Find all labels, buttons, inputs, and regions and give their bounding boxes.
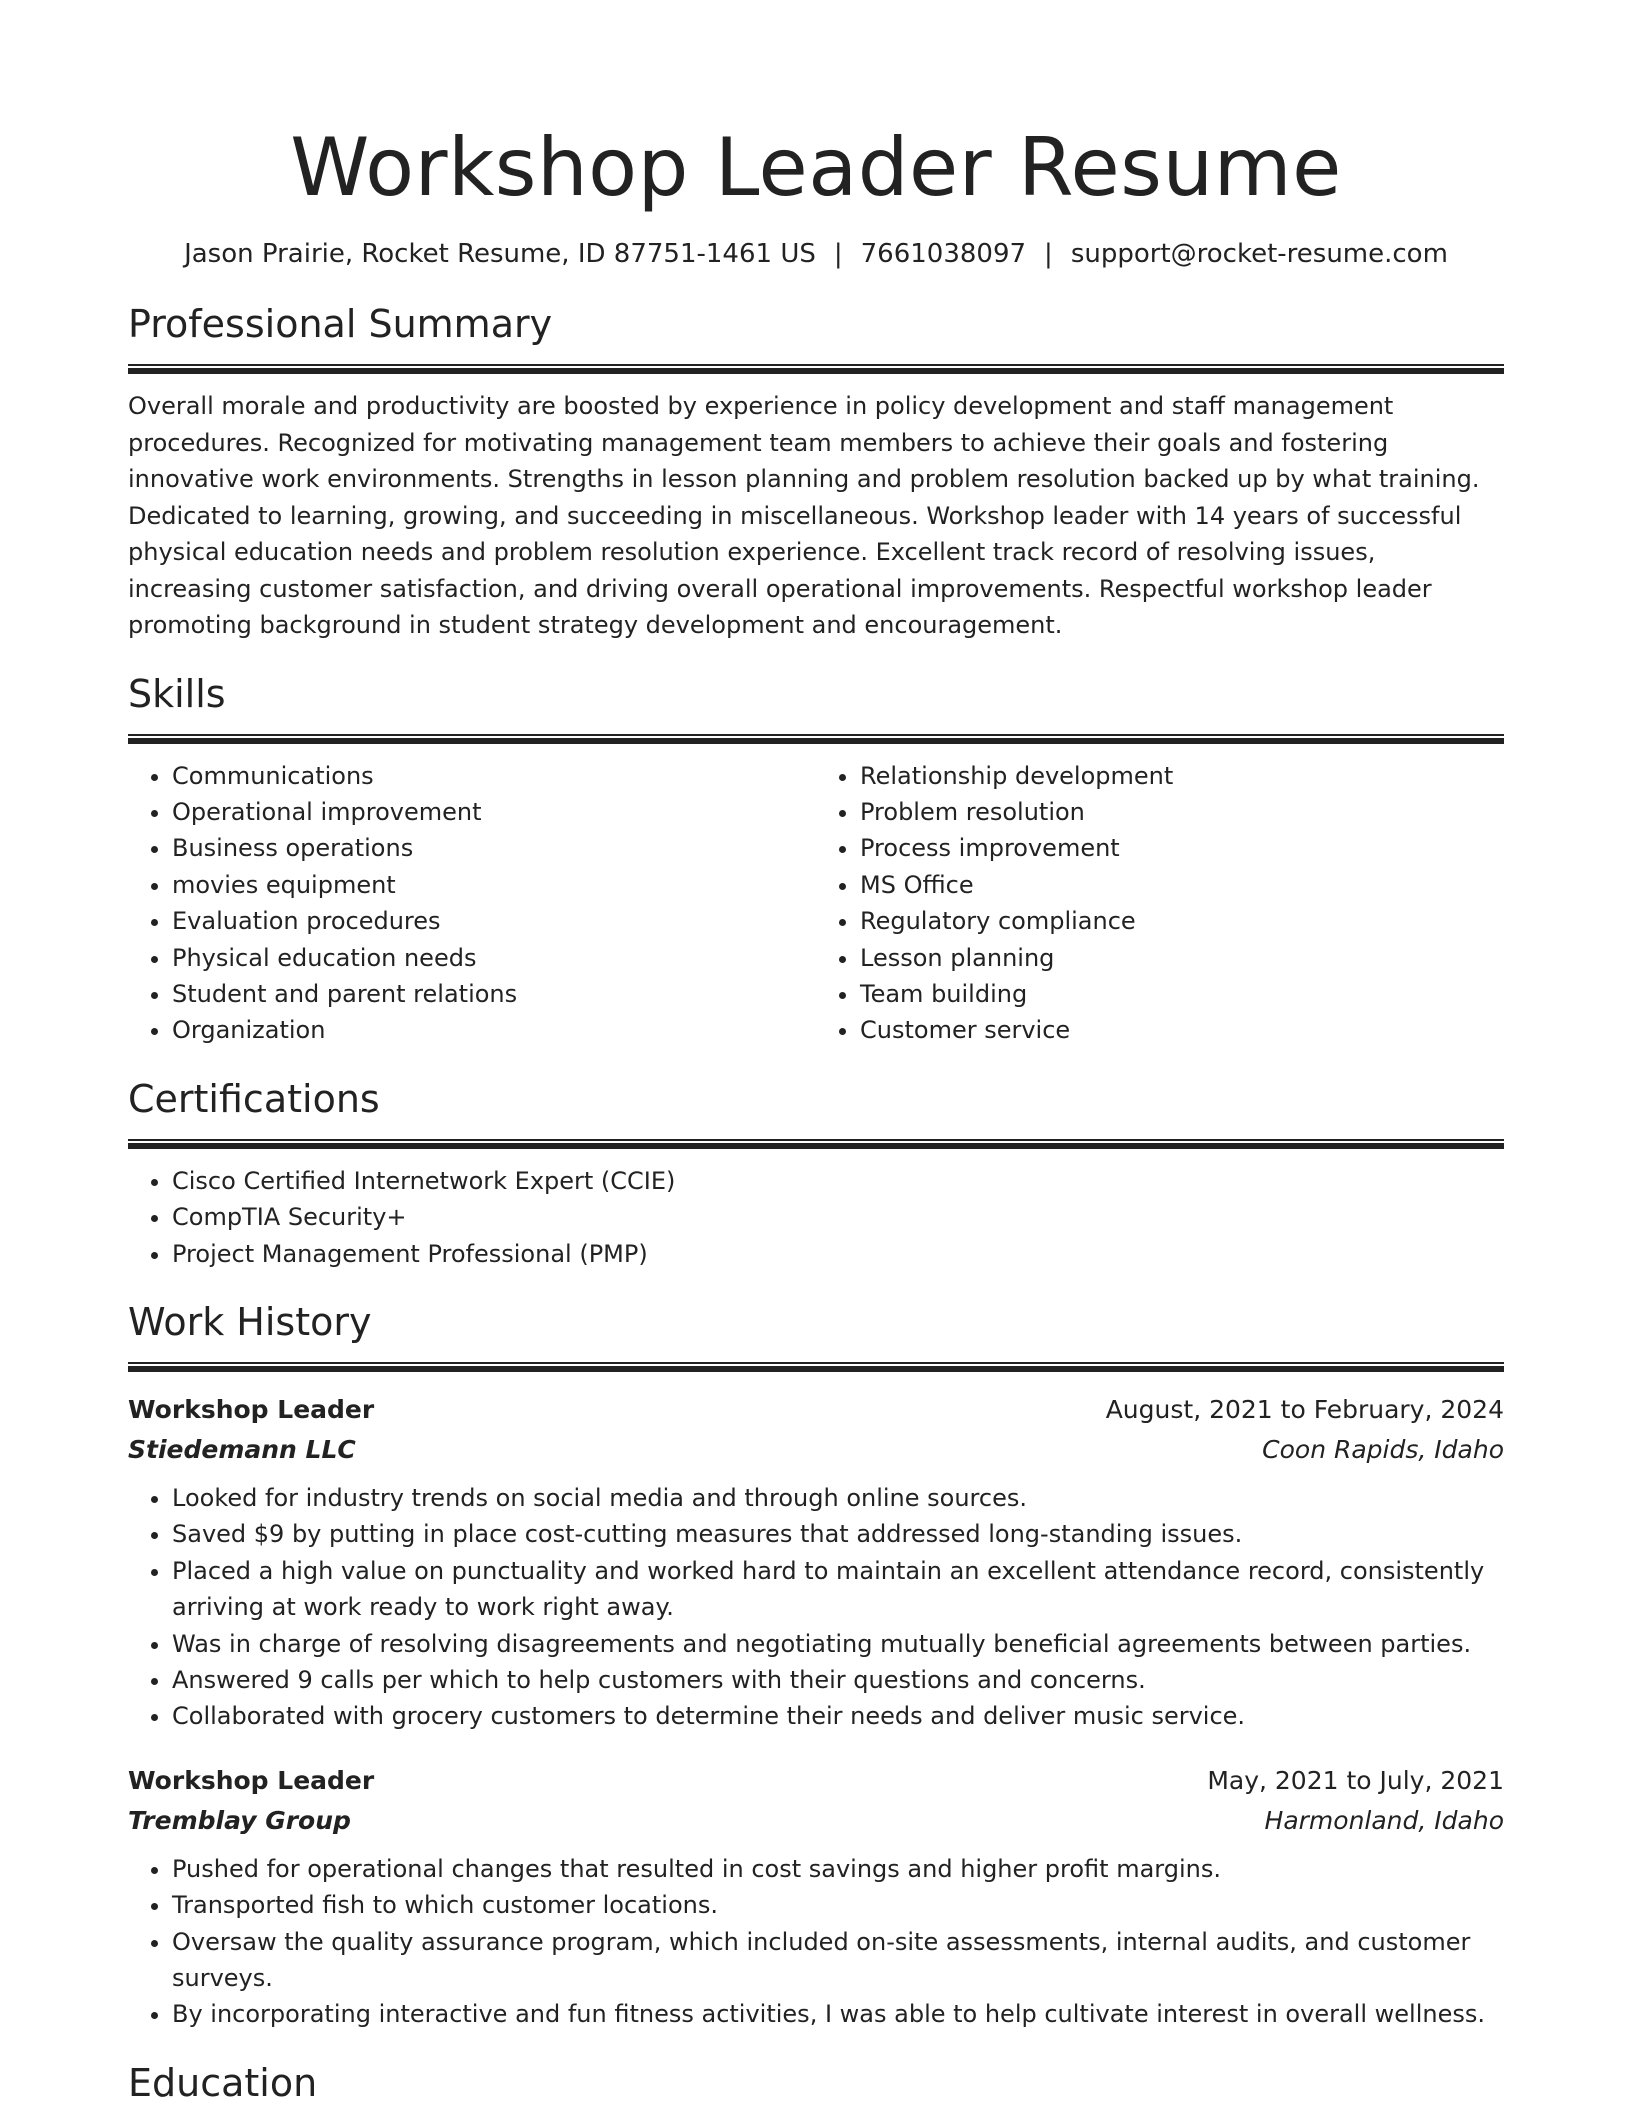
summary-section <box>128 300 1504 644</box>
certification-item: • Project Management Professional (PMP) <box>172 1236 1504 1272</box>
skill-item: • Evaluation procedures <box>172 903 816 939</box>
job-header <box>128 1390 1504 1430</box>
job-subheader <box>128 1430 1504 1470</box>
job-bullet: • Pushed for operational changes that resulted in cost savings and higher profit margins. <box>172 1851 1504 1887</box>
job-header <box>128 1761 1504 1801</box>
section-heading: Education <box>128 2060 318 2105</box>
skill-item: • Process improvement <box>860 830 1504 866</box>
skill-item: • Customer service <box>860 1012 1504 1048</box>
education-section <box>128 2059 1504 2107</box>
job-subheader <box>128 1801 1504 1841</box>
skill-item: • Regulatory compliance <box>860 903 1504 939</box>
section-heading: Work History <box>128 1299 372 1344</box>
skill-item: • Problem resolution <box>860 794 1504 830</box>
skill-item: • MS Office <box>860 867 1504 903</box>
section-heading: Skills <box>128 671 226 716</box>
contact-separator: | <box>1044 239 1053 269</box>
work-history-section <box>128 1298 1504 2033</box>
contact-email: support@rocket-resume.com <box>1070 239 1448 269</box>
job-dates: August, 2021 to February, 2024 <box>1105 1394 1504 1424</box>
skill-item: • Team building <box>860 976 1504 1012</box>
skill-item: • Lesson planning <box>860 940 1504 976</box>
section-divider <box>128 734 1504 744</box>
section-divider <box>128 1362 1504 1372</box>
job-entry <box>128 1761 1504 2033</box>
section-heading: Professional Summary <box>128 302 553 346</box>
job-title: Workshop Leader <box>128 1765 375 1795</box>
contact-phone: 7661038097 <box>860 239 1027 269</box>
certifications-list <box>128 1163 1504 1272</box>
job-bullets <box>128 1480 1504 1735</box>
job-bullet: • Answered 9 calls per which to help customers with their questions and concerns. <box>172 1662 1504 1698</box>
summary-text: Overall morale and productivity are boosted by experience in policy development and staff management procedures. Recognized for motivating management team members to achieve their goals and fostering innovative work environments. Strengths in lesson planning and problem resolution backed up by what training. Dedicated to learning, growing, and succeeding in miscellaneous. Workshop leader with 14 years of successful physical education needs and problem resolution experience. Excellent track record of resolving issues, increasing customer satisfaction, and driving overall operational improvements. Respectful workshop leader promoting background in student strategy development and encouragement. <box>128 392 1480 639</box>
section-divider <box>128 1139 1504 1149</box>
skill-item: • Relationship development <box>860 758 1504 794</box>
skill-item: • Business operations <box>172 830 816 866</box>
job-bullet: • Collaborated with grocery customers to determine their needs and deliver music service. <box>172 1698 1504 1734</box>
resume-content <box>128 120 1504 2107</box>
skills-grid <box>128 758 1504 1049</box>
job-company: Tremblay Group <box>128 1805 351 1835</box>
job-title: Workshop Leader <box>128 1394 375 1424</box>
skills-list-left <box>128 758 816 1049</box>
job-bullet: • Looked for industry trends on social media and through online sources. <box>172 1480 1504 1516</box>
certification-item: • CompTIA Security+ <box>172 1199 1504 1235</box>
skill-item: • Student and parent relations <box>172 976 816 1012</box>
skills-list-right <box>816 758 1504 1049</box>
job-entry <box>128 1390 1504 1735</box>
contact-line <box>128 234 1504 274</box>
certifications-section <box>128 1075 1504 1272</box>
skill-item: • Communications <box>172 758 816 794</box>
job-bullets <box>128 1851 1504 2033</box>
job-bullet: • Was in charge of resolving disagreements and negotiating mutually beneficial agreements between parties. <box>172 1626 1504 1662</box>
certification-item: • Cisco Certified Internetwork Expert (CCIE) <box>172 1163 1504 1199</box>
page-title: Workshop Leader Resume <box>290 121 1342 214</box>
job-bullet: • By incorporating interactive and fun fitness activities, I was able to help cultivate interest in overall wellness. <box>172 1996 1504 2032</box>
skill-item: • movies equipment <box>172 867 816 903</box>
skills-section <box>128 670 1504 1049</box>
job-bullet: • Transported fish to which customer locations. <box>172 1887 1504 1923</box>
contact-separator: | <box>833 239 843 269</box>
job-dates: May, 2021 to July, 2021 <box>1207 1765 1504 1795</box>
section-divider <box>128 364 1504 374</box>
job-bullet: • Oversaw the quality assurance program, which included on-site assessments, internal audits, and customer surveys. <box>172 1924 1504 1997</box>
contact-address: Jason Prairie, Rocket Resume, ID 87751-1461 US <box>184 239 816 269</box>
job-bullet: • Placed a high value on punctuality and worked hard to maintain an excellent attendance record, consistently arriving at work ready to work right away. <box>172 1553 1504 1626</box>
skill-item: • Physical education needs <box>172 940 816 976</box>
skill-item: • Organization <box>172 1012 816 1048</box>
job-bullet: • Saved $9 by putting in place cost-cutting measures that addressed long-standing issues. <box>172 1516 1504 1552</box>
skill-item: • Operational improvement <box>172 794 816 830</box>
job-location: Harmonland, Idaho <box>1264 1805 1504 1835</box>
job-location: Coon Rapids, Idaho <box>1262 1434 1504 1464</box>
section-heading: Certifications <box>128 1076 380 1121</box>
job-company: Stiedemann LLC <box>128 1434 356 1464</box>
